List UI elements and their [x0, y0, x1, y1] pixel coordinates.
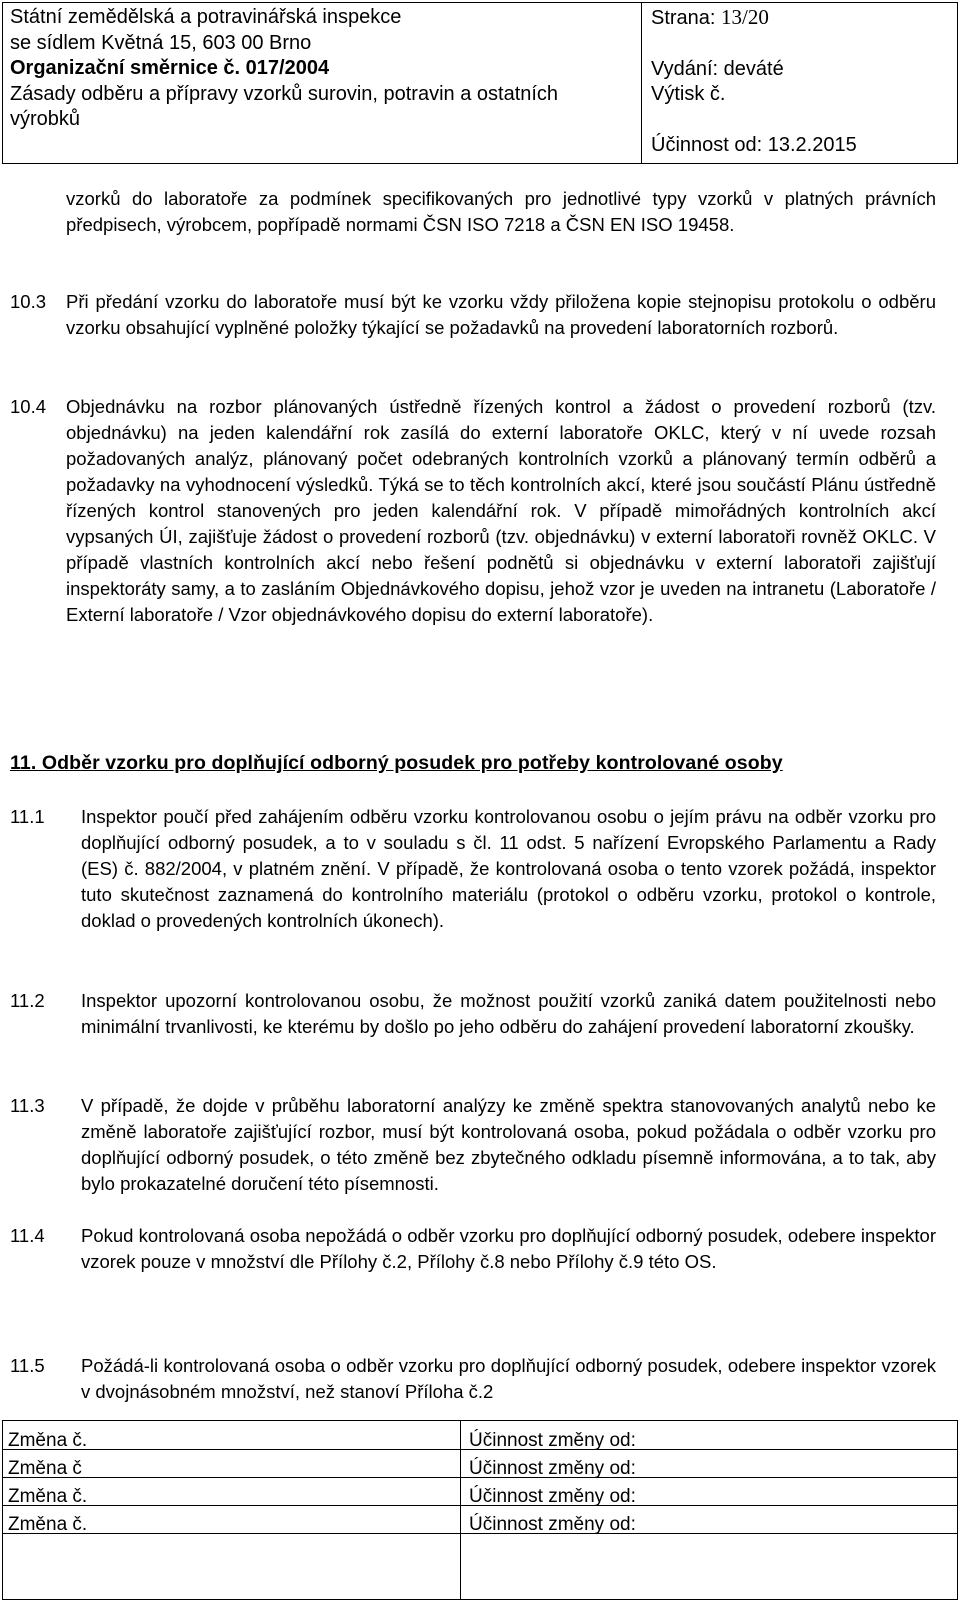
footer-divider: [460, 1421, 461, 1599]
item-number: 11.2: [10, 990, 45, 1011]
header-org: Státní zemědělská a potravinářská inspekce: [10, 6, 402, 28]
paragraph-number-10-4: 10.4: [10, 396, 47, 417]
item-number: 11.3: [10, 1095, 45, 1116]
paragraph-10-3-text: Při předání vzorku do laboratoře musí být ke vzorku vždy přiložena kopie stejnopisu protokolu o odběru vzorku obsahující vyplněné položky týkající se požadavků na provedení laboratorních rozborů.: [66, 291, 936, 338]
item-text: Požádá-li kontrolovaná osoba o odběr vzorku pro doplňující odborný posudek, odebere inspektor vzorek v dvojnásobném množství, než stanoví Příloha č.2: [81, 1355, 936, 1402]
header-right: [651, 5, 951, 158]
item-text: Pokud kontrolovaná osoba nepožádá o odběr vzorku pro doplňující odborný posudek, odebere inspektor vzorek pouze v množství dle Přílohy č.2, Přílohy č.8 nebo Přílohy č.9 této OS.: [81, 1225, 936, 1272]
change-number-label: Změna č.: [8, 1430, 88, 1451]
header-divider: [641, 3, 642, 163]
item-text: Inspektor poučí před zahájením odběru vzorku kontrolovanou osobu o jejím právu na odběr vzorku pro doplňující odborný posudek, a to v souladu s čl. 11 odst. 5 nařízení Evropského Parlamentu a Rady (ES) č. 882/2004, v platném znění. V případě, že kontrolovaná osoba o tento vzorek požádá, inspektor tuto skutečnost zaznamená do kontrolního materiálu (protokol o odběru vzorku, protokol o kontrole, doklad o provedených kontrolních úkonech).: [81, 806, 936, 931]
paragraph-number-10-3: 10.3: [10, 291, 47, 312]
change-log-table: [2, 1420, 958, 1600]
change-number-label: Změna č.: [8, 1486, 88, 1507]
header-copy: Výtisk č.: [651, 83, 726, 105]
header-edition: Vydání: deváté: [651, 57, 784, 80]
item-number: 11.5: [10, 1355, 45, 1376]
paragraph-10-4: Objednávku na rozbor plánovaných ústředně řízených kontrol a žádost o provedení rozborů (tzv. objednávku) na jeden kalendářní rok zasílá do externí laboratoře OKLC, který v ní uvede rozsah požadovaných analýz, plánovaný počet odebraných kontrolních vzorků a plánovaný termín odběrů a požadavky na vyhodnocení výsledků. Týká se to těch kontrolních akcí, které jsou součástí Plánu ústředně řízených kontrol stanovených pro jeden kalendářní rok. V případě mimořádných kontrolních akcí vypsaných ÚI, zajišťuje žádost o provedení rozborů (tzv. objednávku) v externí laboratoři rovněž OKLC. V případě vlastních kontrolních akcí nebo řešení podnětů si objednávku v externí laboratoři zajišťují inspektoráty samy, a to zasláním Objednávkového dopisu, jehož vzor je uveden na intranetu (Laboratoře / Externí laboratoře / Vzor objednávkového dopisu do externí laboratoře).: [66, 396, 936, 625]
header-left: [10, 5, 638, 133]
header-title-line2: výrobků: [10, 108, 81, 130]
change-effective-label: Účinnost změny od:: [469, 1430, 636, 1451]
header-page-value: 13/20: [721, 5, 769, 29]
change-number-label: Změna č: [8, 1458, 82, 1479]
item-text: V případě, že dojde v průběhu laboratorní analýzy ke změně spektra stanovovaných analytů nebo ke změně laboratoře zajišťující rozbor, musí být kontrolovaná osoba, pokud požádala o odběr vzorku pro doplňující odborný posudek, o této změně bez zbytečného odkladu písemně informována, a to tak, aby bylo prokazatelné doručení této písemnosti.: [81, 1095, 936, 1194]
header-effective: Účinnost od: 13.2.2015: [651, 133, 857, 156]
header-seat: se sídlem Květná 15, 603 00 Brno: [10, 31, 312, 54]
header-page-label: Strana:: [651, 7, 722, 29]
item-number: 11.1: [10, 806, 45, 827]
change-effective-label: Účinnost změny od:: [469, 1458, 636, 1479]
paragraph-10-3: [66, 289, 936, 341]
change-number-label: Změna č.: [8, 1514, 88, 1535]
header-title-line1: Zásady odběru a přípravy vzorků surovin, potravin a ostatních: [10, 82, 559, 105]
header-directive: Organizační směrnice č. 017/2004: [10, 57, 330, 79]
document-header: [2, 2, 958, 164]
continuation-paragraph: vzorků do laboratoře za podmínek specifikovaných pro jednotlivé typy vzorků v platných právních předpisech, výrobcem, popřípadě normami ČSN ISO 7218 a ČSN EN ISO 19458.: [66, 188, 936, 235]
change-effective-label: Účinnost změny od:: [469, 1486, 636, 1507]
header-page: [651, 5, 951, 32]
change-effective-label: Účinnost změny od:: [469, 1514, 636, 1535]
item-number: 11.4: [10, 1225, 45, 1246]
section-11-title: 11. Odběr vzorku pro doplňující odborný posudek pro potřeby kontrolované osoby: [10, 752, 783, 774]
item-text: Inspektor upozorní kontrolovanou osobu, že možnost použití vzorků zaniká datem použitelnosti nebo minimální trvanlivosti, ke kterému by došlo po jeho odběru do zahájení provedení laboratorní zkoušky.: [81, 990, 936, 1037]
